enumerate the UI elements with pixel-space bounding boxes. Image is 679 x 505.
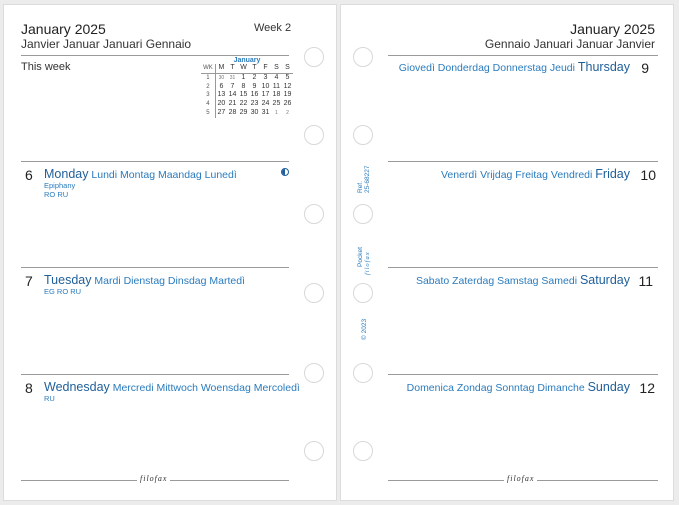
day-name-friday [441, 167, 630, 181]
day-number-monday: 6 [25, 167, 33, 183]
mini-calendar-day: 2 [286, 109, 289, 116]
mini-calendar-day: 21 [228, 100, 237, 108]
binder-hole [353, 125, 373, 145]
binder-hole [353, 204, 373, 224]
copyright-label: © 2023 [361, 318, 368, 340]
day-name: Friday [595, 167, 630, 181]
day-name-monday [44, 167, 237, 181]
day-translations: Lundi Montag Maandag Lunedì [91, 169, 237, 181]
day-name: Wednesday [44, 380, 110, 394]
day-translations: Mardi Dienstag Dinsdag Martedì [94, 275, 245, 287]
month-title: January 2025 [570, 21, 655, 37]
mini-calendar-day: 26 [283, 100, 292, 108]
day-rule [388, 161, 658, 162]
filofax-logo: filofax [504, 474, 537, 483]
holiday-countries: RU [44, 394, 55, 403]
mini-calendar-header: F [260, 64, 271, 73]
mini-calendar-header: M [215, 64, 227, 73]
mini-calendar-day: 3 [263, 73, 268, 81]
mini-calendar-day: 6 [219, 82, 224, 90]
binder-hole [353, 283, 373, 303]
mini-calendar-grid [201, 64, 293, 118]
size-label: Pocket [357, 247, 364, 267]
mini-calendar-day: 5 [285, 73, 290, 81]
first-quarter-moon-icon [281, 168, 289, 176]
holiday-countries: EG RO RU [44, 287, 82, 296]
holiday-label: Epiphany [44, 181, 76, 190]
day-name-thursday [399, 60, 630, 74]
header-rule [21, 55, 289, 56]
mini-calendar-header: S [282, 64, 293, 73]
day-translations: Domenica Zondag Sonntag Dimanche [406, 382, 585, 394]
binder-hole [304, 47, 324, 67]
left-page [3, 4, 337, 501]
day-info-tuesday [44, 287, 81, 296]
binder-hole [353, 47, 373, 67]
mini-calendar-day: 11 [272, 82, 281, 90]
mini-calendar-day: 25 [272, 100, 281, 108]
day-info-wednesday [44, 394, 55, 403]
mini-calendar-day: 7 [230, 82, 235, 90]
day-number-friday: 10 [640, 167, 656, 183]
mini-calendar-day: 17 [261, 91, 270, 99]
holiday-countries: RO RU [44, 190, 69, 199]
mini-calendar-day: 2 [252, 73, 257, 81]
day-info-monday [44, 181, 75, 199]
day-rule [388, 267, 658, 268]
binder-hole [304, 283, 324, 303]
mini-calendar-day: 14 [228, 91, 237, 99]
day-number-tuesday: 7 [25, 273, 33, 289]
filofax-logo: filofax [137, 474, 170, 483]
day-name: Saturday [579, 273, 630, 287]
mini-calendar-day: 31 [229, 74, 236, 81]
mini-calendar-header: WK [201, 64, 215, 73]
mini-calendar-day: 12 [283, 82, 292, 90]
week-label: Week 2 [254, 22, 292, 34]
mini-calendar [201, 57, 293, 118]
day-name: Thursday [577, 60, 630, 74]
ref-code: 25-68227 [364, 165, 371, 193]
mini-calendar-day: 13 [217, 91, 226, 99]
mini-calendar-day: 31 [261, 108, 270, 116]
day-name-tuesday [44, 273, 245, 287]
mini-calendar-day: 19 [283, 91, 292, 99]
mini-calendar-day: 1 [241, 73, 246, 81]
ref-label: Ref. [357, 181, 364, 193]
mini-calendar-day: 9 [252, 82, 257, 90]
day-name: Monday [44, 167, 89, 181]
mini-calendar-day: 18 [272, 91, 281, 99]
day-number-saturday: 11 [638, 273, 653, 289]
day-name-sunday [407, 380, 630, 394]
mini-calendar-day: 22 [239, 100, 248, 108]
day-rule [21, 267, 289, 268]
mini-calendar-week: 1 [201, 73, 215, 82]
mini-calendar-day: 28 [228, 108, 237, 116]
mini-calendar-week: 5 [201, 109, 215, 118]
day-rule [388, 374, 658, 375]
mini-calendar-day: 30 [250, 108, 259, 116]
day-name-saturday [416, 273, 630, 287]
binder-hole [353, 363, 373, 383]
this-week-label: This week [21, 61, 71, 73]
binder-hole [304, 363, 324, 383]
mini-calendar-week: 3 [201, 91, 215, 100]
mini-calendar-day: 1 [275, 109, 278, 116]
mini-calendar-day: 15 [239, 91, 248, 99]
day-name: Sunday [587, 380, 630, 394]
day-rule [21, 374, 289, 375]
mini-calendar-week: 4 [201, 100, 215, 109]
mini-calendar-day: 16 [250, 91, 259, 99]
day-number-sunday: 12 [639, 380, 655, 396]
month-subtitle: Janvier Januar Januari Gennaio [21, 37, 192, 51]
mini-calendar-header: T [227, 64, 238, 73]
day-number-thursday: 9 [641, 60, 649, 76]
right-page [340, 4, 674, 501]
binder-hole [304, 125, 324, 145]
mini-calendar-header: T [249, 64, 260, 73]
day-translations: Venerdì Vrijdag Freitag Vendredi [440, 169, 593, 181]
mini-calendar-day: 23 [250, 100, 259, 108]
mini-calendar-day: 27 [217, 108, 226, 116]
day-number-wednesday: 8 [25, 380, 33, 396]
filofax-margin-logo: filofax [364, 251, 371, 275]
mini-calendar-day: 30 [218, 74, 225, 81]
month-subtitle: Gennaio Januari Januar Janvier [484, 37, 655, 51]
mini-calendar-day: 8 [241, 82, 246, 90]
mini-calendar-day: 10 [261, 82, 270, 90]
binder-hole [304, 441, 324, 461]
mini-calendar-day: 29 [239, 108, 248, 116]
day-name: Tuesday [44, 273, 92, 287]
day-rule [21, 161, 289, 162]
mini-calendar-day: 20 [217, 100, 226, 108]
binder-hole [304, 204, 324, 224]
binder-hole [353, 441, 373, 461]
day-translations: Sabato Zaterdag Samstag Samedi [415, 275, 578, 287]
mini-calendar-header: S [271, 64, 282, 73]
month-title: January 2025 [21, 21, 106, 37]
mini-calendar-day: 4 [274, 73, 279, 81]
mini-calendar-title: January [233, 57, 261, 64]
mini-calendar-header: W [238, 64, 249, 73]
mini-calendar-day: 24 [261, 100, 270, 108]
header-rule [388, 55, 658, 56]
day-name-wednesday [44, 380, 300, 394]
day-translations: Giovedì Donderdag Donnerstag Jeudi [398, 62, 575, 74]
day-translations: Mercredi Mittwoch Woensdag Mercoledì [112, 382, 300, 394]
mini-calendar-week: 2 [201, 83, 215, 92]
